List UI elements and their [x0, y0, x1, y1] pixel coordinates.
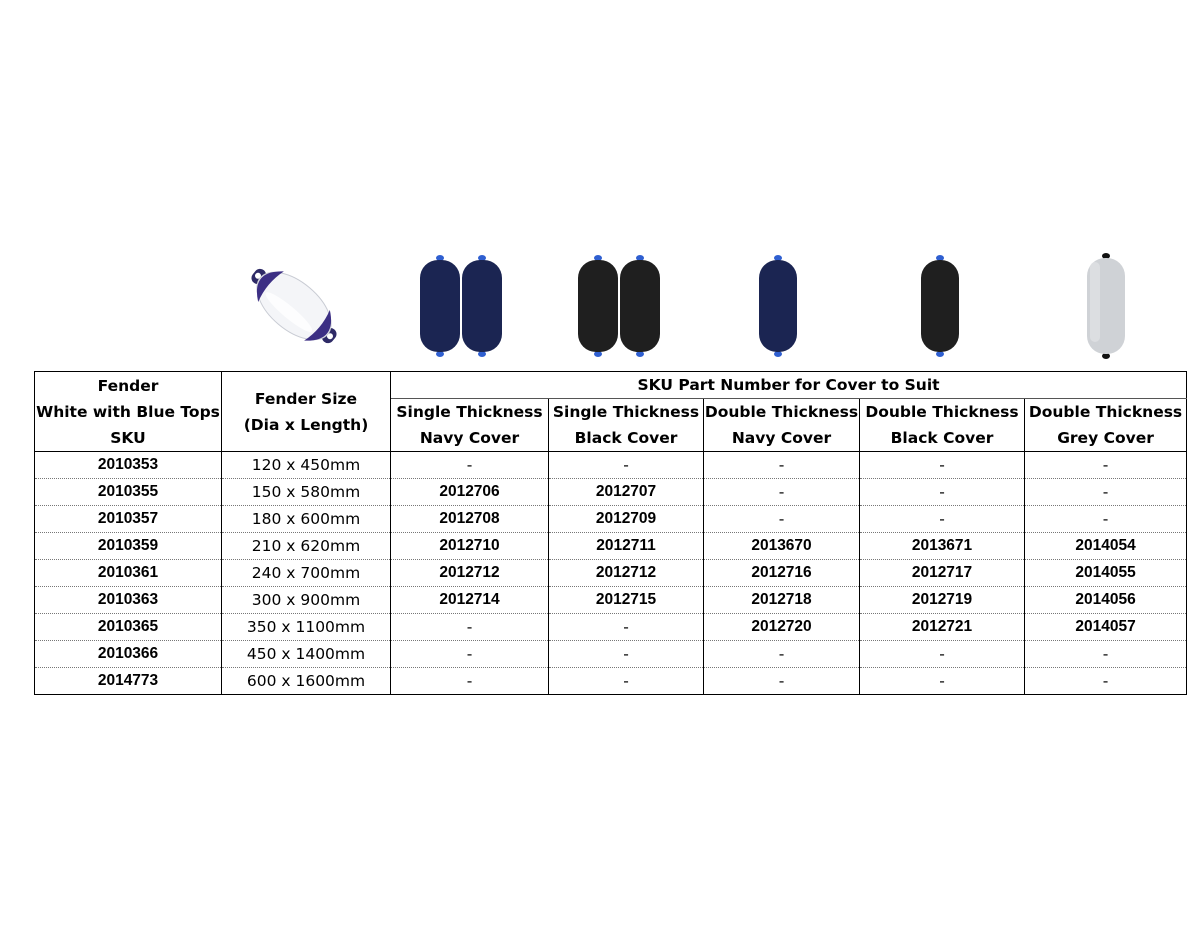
fender-sku-cell: 2010366 [35, 641, 222, 668]
cover-sku-cell: - [704, 452, 860, 479]
cover-sku-cell: - [860, 479, 1025, 506]
table-row [35, 452, 1187, 479]
cover-sku-cell: - [391, 668, 549, 695]
fender-size-cell: 180 x 600mm [222, 506, 391, 533]
fender-sku-cell: 2010365 [35, 614, 222, 641]
size-header-line2: (Dia x Length) [243, 415, 369, 434]
cover-header-line1: Single Thickness [396, 403, 543, 421]
double-grey-cover-image [1084, 252, 1128, 360]
cover-sku-cell: - [549, 452, 704, 479]
cover-sku-cell: 2012708 [391, 506, 549, 533]
cover-header-single-navy [391, 399, 549, 452]
cover-sku-cell: 2014055 [1025, 560, 1187, 587]
cover-sku-cell: 2012711 [549, 533, 704, 560]
double-navy-cover-image [756, 254, 800, 358]
fender-size-cell: 350 x 1100mm [222, 614, 391, 641]
cover-sku-cell: - [704, 641, 860, 668]
size-header-line1: Fender Size [254, 389, 358, 408]
fender-size-cell: 240 x 700mm [222, 560, 391, 587]
cover-header-line1: Double Thickness [704, 403, 859, 421]
cover-sku-cell: 2012718 [704, 587, 860, 614]
fender-sku-cell: 2010353 [35, 452, 222, 479]
cover-sku-cell: 2012714 [391, 587, 549, 614]
cover-header-double-navy [704, 399, 860, 452]
cover-sku-cell: - [704, 668, 860, 695]
cover-sku-cell: - [860, 641, 1025, 668]
cover-sku-cell: - [704, 506, 860, 533]
cover-header-single-black [549, 399, 704, 452]
cover-sku-cell: 2013670 [704, 533, 860, 560]
fender-size-cell: 600 x 1600mm [222, 668, 391, 695]
cover-sku-cell: 2012719 [860, 587, 1025, 614]
fender-header-line2: White with Blue Tops [36, 402, 220, 421]
cover-sku-cell: - [549, 668, 704, 695]
cover-sku-cell: - [391, 452, 549, 479]
cover-sku-cell: - [860, 668, 1025, 695]
fender-sku-cell: 2010363 [35, 587, 222, 614]
cover-header-line2: Grey Cover [1057, 429, 1154, 447]
cover-sku-cell: 2013671 [860, 533, 1025, 560]
cover-header-line2: Navy Cover [731, 429, 832, 447]
fender-header-line3: SKU [110, 428, 146, 447]
cover-sku-cell: - [1025, 506, 1187, 533]
cover-sku-cell: 2012709 [549, 506, 704, 533]
cover-sku-cell: - [1025, 452, 1187, 479]
cover-header-line1: Single Thickness [552, 403, 700, 421]
cover-sku-cell: - [549, 641, 704, 668]
table-row [35, 641, 1187, 668]
cover-header-line2: Navy Cover [419, 429, 520, 447]
cover-header-double-grey [1025, 399, 1187, 452]
cover-sku-cell: - [1025, 641, 1187, 668]
cover-sku-cell: - [391, 641, 549, 668]
cover-sku-cell: - [1025, 668, 1187, 695]
cover-sku-cell: 2012720 [704, 614, 860, 641]
cover-sku-cell: - [1025, 479, 1187, 506]
fender-header [35, 372, 222, 452]
cover-header-line2: Black Cover [890, 429, 994, 447]
cover-sku-cell: - [704, 479, 860, 506]
table-row [35, 533, 1187, 560]
double-black-cover-image [918, 254, 962, 358]
size-header [222, 372, 391, 452]
fender-sku-cell: 2014773 [35, 668, 222, 695]
single-navy-cover-image [418, 254, 504, 358]
cover-sku-cell: 2012721 [860, 614, 1025, 641]
fender-sku-cell: 2010357 [35, 506, 222, 533]
cover-sku-cell: 2012717 [860, 560, 1025, 587]
single-black-cover-image [576, 254, 662, 358]
cover-sku-cell: 2012710 [391, 533, 549, 560]
cover-sku-cell: 2012715 [549, 587, 704, 614]
cover-sku-cell: 2014056 [1025, 587, 1187, 614]
table-row [35, 506, 1187, 533]
cover-sku-cell: 2012716 [704, 560, 860, 587]
white-fender-image [238, 252, 350, 360]
table-row [35, 479, 1187, 506]
cover-sku-cell: 2012712 [391, 560, 549, 587]
fender-size-cell: 300 x 900mm [222, 587, 391, 614]
cover-header-line1: Double Thickness [1028, 403, 1183, 421]
cover-sku-cell: 2014054 [1025, 533, 1187, 560]
fender-size-cell: 210 x 620mm [222, 533, 391, 560]
table-row [35, 587, 1187, 614]
fender-size-cell: 150 x 580mm [222, 479, 391, 506]
fender-sku-cell: 2010361 [35, 560, 222, 587]
sku-table [34, 371, 1187, 695]
fender-header-line1: Fender [97, 376, 159, 395]
cover-sku-cell: - [549, 614, 704, 641]
cover-header-line1: Double Thickness [865, 403, 1019, 421]
cover-sku-cell: - [860, 452, 1025, 479]
cover-sku-cell: - [391, 614, 549, 641]
cover-group-header: SKU Part Number for Cover to Suit [391, 372, 1187, 399]
table-row [35, 560, 1187, 587]
cover-sku-cell: 2012712 [549, 560, 704, 587]
fender-sku-cell: 2010359 [35, 533, 222, 560]
fender-sku-cell: 2010355 [35, 479, 222, 506]
table-body [35, 452, 1187, 695]
cover-sku-cell: 2012707 [549, 479, 704, 506]
cover-sku-cell: 2014057 [1025, 614, 1187, 641]
cover-sku-cell: - [860, 506, 1025, 533]
table-row [35, 668, 1187, 695]
cover-sku-cell: 2012706 [391, 479, 549, 506]
cover-header-line2: Black Cover [574, 429, 678, 447]
cover-header-double-black [860, 399, 1025, 452]
fender-size-cell: 450 x 1400mm [222, 641, 391, 668]
fender-size-cell: 120 x 450mm [222, 452, 391, 479]
table-row [35, 614, 1187, 641]
